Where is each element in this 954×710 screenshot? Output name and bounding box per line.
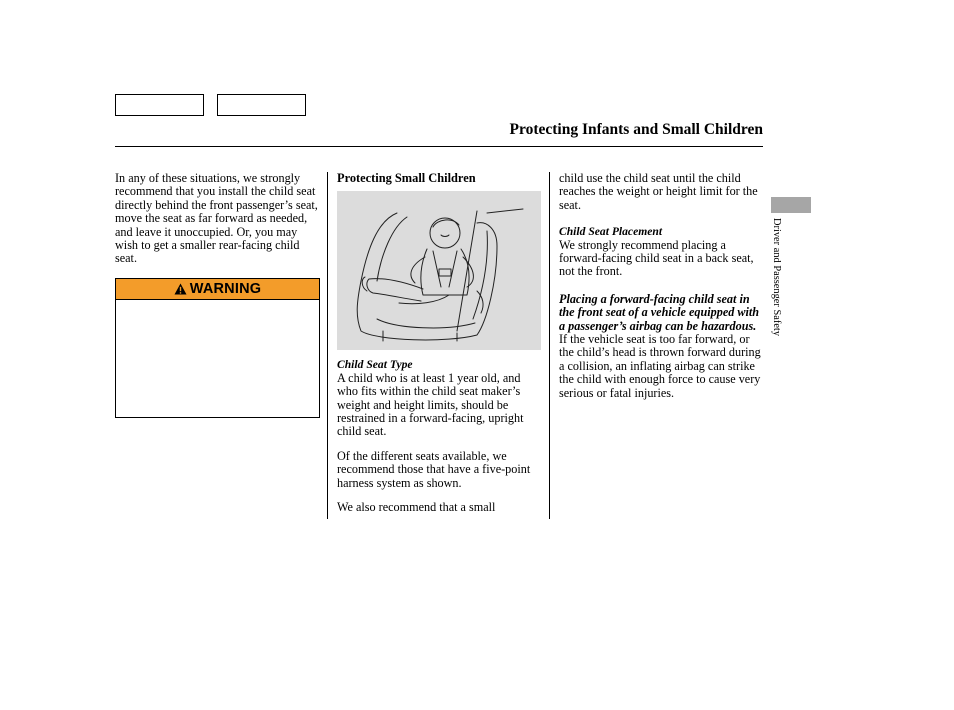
warning-triangle-icon	[174, 283, 187, 295]
section-tab[interactable]	[771, 197, 811, 213]
title-rule	[115, 146, 763, 147]
harness-paragraph: Of the different seats available, we recommend those that have a five-point harness system as shown.	[337, 448, 531, 490]
warning-header	[116, 279, 319, 300]
placement-paragraph: We strongly recommend placing a forward-facing child seat in a back seat, not the front.	[559, 237, 754, 279]
child-seat-placement-subheading: Child Seat Placement	[559, 225, 663, 239]
nav-back-button[interactable]	[115, 94, 204, 116]
column-divider	[549, 172, 550, 519]
nav-next-button[interactable]	[217, 94, 306, 116]
continued-paragraph: child use the child seat until the child reaches the weight or height limit for the seat.	[559, 171, 758, 212]
airbag-warning-paragraph	[559, 293, 763, 400]
airbag-warning-text: If the vehicle seat is too far forward, or the child’s head is thrown forward during a collision, an inflating airbag can strike the child with enough force to cause very serious or fatal injuries.	[559, 332, 761, 400]
recommend-paragraph: We also recommend that a small	[337, 500, 496, 515]
column-right	[559, 172, 763, 400]
section-heading: Protecting Small Children	[337, 171, 476, 185]
intro-paragraph: In any of these situations, we strongly recommend that you install the child seat directly behind the front passenger’s seat, move the seat as far forward as needed, and leave it unoccupied. Or, you may wish to get a smaller rear-facing child seat.	[115, 171, 318, 266]
section-label: Driver and Passenger Safety	[771, 218, 782, 337]
child-seat-illustration	[337, 191, 541, 350]
child-in-seat-drawing	[337, 191, 541, 350]
column-left	[115, 172, 320, 266]
child-seat-type-subheading: Child Seat Type	[337, 358, 413, 372]
page-title: Protecting Infants and Small Children	[509, 121, 763, 138]
column-middle	[337, 172, 544, 514]
warning-label: WARNING	[189, 281, 262, 297]
airbag-warning-emphasis: Placing a forward-facing child seat in the front seat of a vehicle equipped with a passenger’s airbag can be hazardous.	[559, 291, 760, 333]
column-divider	[327, 172, 328, 519]
child-seat-type-paragraph: A child who is at least 1 year old, and who fits within the child seat maker’s weight and height limits, should be restrained in a forward-facing, upright child seat.	[337, 370, 524, 439]
warning-box	[115, 278, 320, 418]
